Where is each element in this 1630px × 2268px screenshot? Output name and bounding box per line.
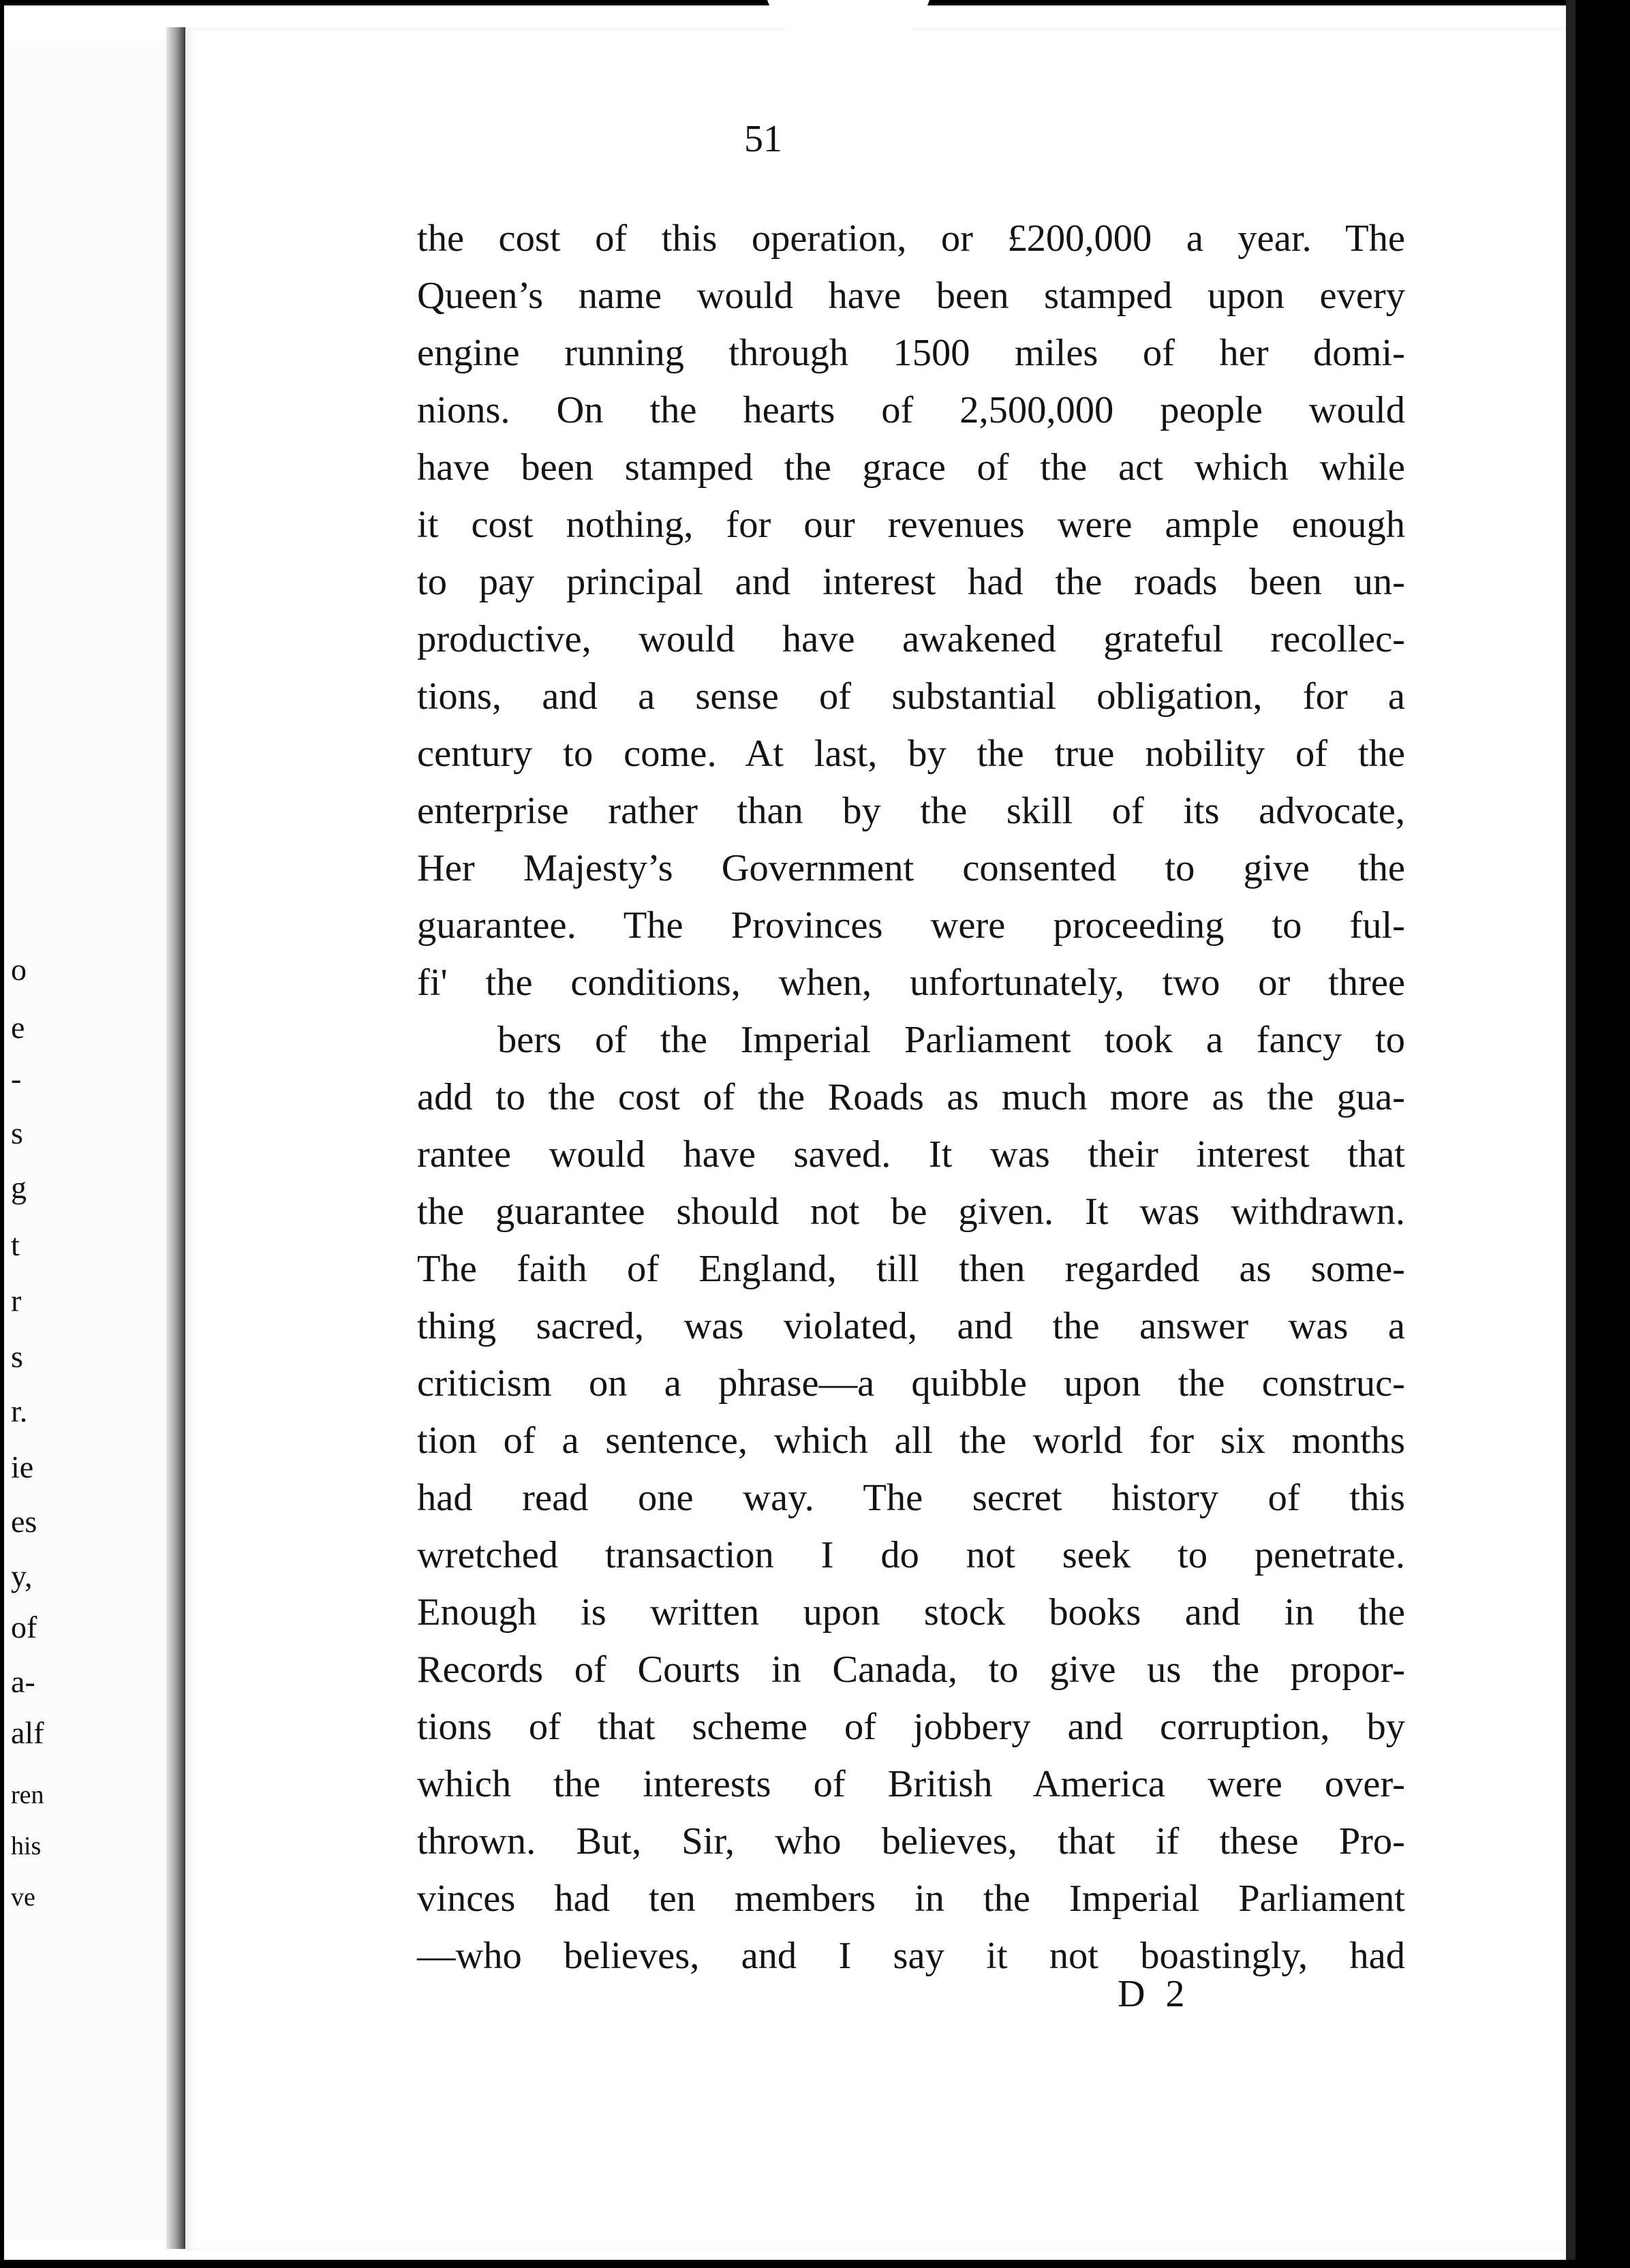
text-line: thrown. But, Sir, who believes, that if these Pro- <box>417 1820 1405 1863</box>
text-line: had read one way. The secret history of this <box>417 1477 1405 1519</box>
text-line: tion of a sentence, which all the world for six months <box>417 1420 1405 1462</box>
text-line: the cost of this operation, or £200,000 a year. The <box>417 217 1405 260</box>
scanner-bottom-border <box>0 2260 1630 2268</box>
previous-page-fragment: e <box>11 1010 25 1045</box>
text-line: vinces had ten members in the Imperial Parliament <box>417 1878 1405 1920</box>
text-line: tions, and a sense of substantial obligation, for a <box>417 675 1405 718</box>
text-line: tions of that scheme of jobbery and corruption, by <box>417 1706 1405 1748</box>
text-line: Her Majesty’s Government consented to give the <box>417 847 1405 889</box>
text-line: The faith of England, till then regarded as some- <box>417 1248 1405 1290</box>
previous-page-sliver <box>4 41 166 2239</box>
text-line: bers of the Imperial Parliament took a fancy to <box>497 1019 1405 1061</box>
text-line: —who believes, and I say it not boastingly, had <box>417 1935 1405 1977</box>
text-line: engine running through 1500 miles of her domi- <box>417 332 1405 374</box>
text-line: have been stamped the grace of the act which while <box>417 446 1405 489</box>
text-line: fi' the conditions, when, unfortunately, two or three <box>417 962 1405 1004</box>
previous-page-fragment: r <box>11 1283 22 1318</box>
previous-page-fragment: alf <box>11 1715 44 1750</box>
text-line: it cost nothing, for our revenues were ample enough <box>417 504 1405 546</box>
book-gutter-shadow <box>166 27 185 2249</box>
previous-page-fragment: es <box>11 1504 37 1539</box>
text-line: Queen’s name would have been stamped upon every <box>417 275 1405 317</box>
scanner-right-border <box>1575 0 1630 2268</box>
previous-page-fragment: ren <box>11 1781 44 1809</box>
text-line: thing sacred, was violated, and the answer was a <box>417 1305 1405 1347</box>
previous-page-fragment: a- <box>11 1664 35 1699</box>
previous-page-fragment: t <box>11 1227 20 1262</box>
text-line: guarantee. The Provinces were proceeding to ful- <box>417 904 1405 947</box>
text-line: Records of Courts in Canada, to give us the propor- <box>417 1649 1405 1691</box>
text-line: enterprise rather than by the skill of its advocate, <box>417 790 1405 832</box>
text-line: to pay principal and interest had the roads been un- <box>417 561 1405 603</box>
page-fore-edge-shadow <box>1566 0 1575 2268</box>
page-body-text <box>417 210 1405 1984</box>
previous-page-fragment: s <box>11 1116 23 1150</box>
text-line: which the interests of British America were over- <box>417 1763 1405 1805</box>
previous-page-fragment: his <box>11 1832 42 1860</box>
previous-page-fragment: - <box>11 1061 22 1096</box>
text-line: rantee would have saved. It was their interest that <box>417 1133 1405 1176</box>
previous-page-fragment: s <box>11 1339 23 1374</box>
previous-page-fragment: y, <box>11 1559 33 1593</box>
text-line: nions. On the hearts of 2,500,000 people would <box>417 389 1405 431</box>
text-line: add to the cost of the Roads as much more as the gua- <box>417 1076 1405 1118</box>
page-number: 51 <box>744 118 782 160</box>
text-line: wretched transaction I do not seek to penetrate. <box>417 1534 1405 1576</box>
text-line: the guarantee should not be given. It was withdrawn. <box>417 1191 1405 1233</box>
text-line: century to come. At last, by the true nobility of the <box>417 733 1405 775</box>
previous-page-fragment: of <box>11 1610 37 1644</box>
text-line: criticism on a phrase—a quibble upon the construc- <box>417 1362 1405 1405</box>
previous-page-fragment: r. <box>11 1394 28 1428</box>
previous-page-fragment: ve <box>11 1883 35 1912</box>
previous-page-fragment: o <box>11 952 27 987</box>
previous-page-fragment: ie <box>11 1450 34 1484</box>
text-line: Enough is written upon stock books and in the <box>417 1591 1405 1634</box>
previous-page-fragment: g <box>11 1170 27 1205</box>
printer-signature-mark: D 2 <box>1118 1973 1190 2015</box>
text-line: productive, would have awakened grateful recollec- <box>417 618 1405 660</box>
